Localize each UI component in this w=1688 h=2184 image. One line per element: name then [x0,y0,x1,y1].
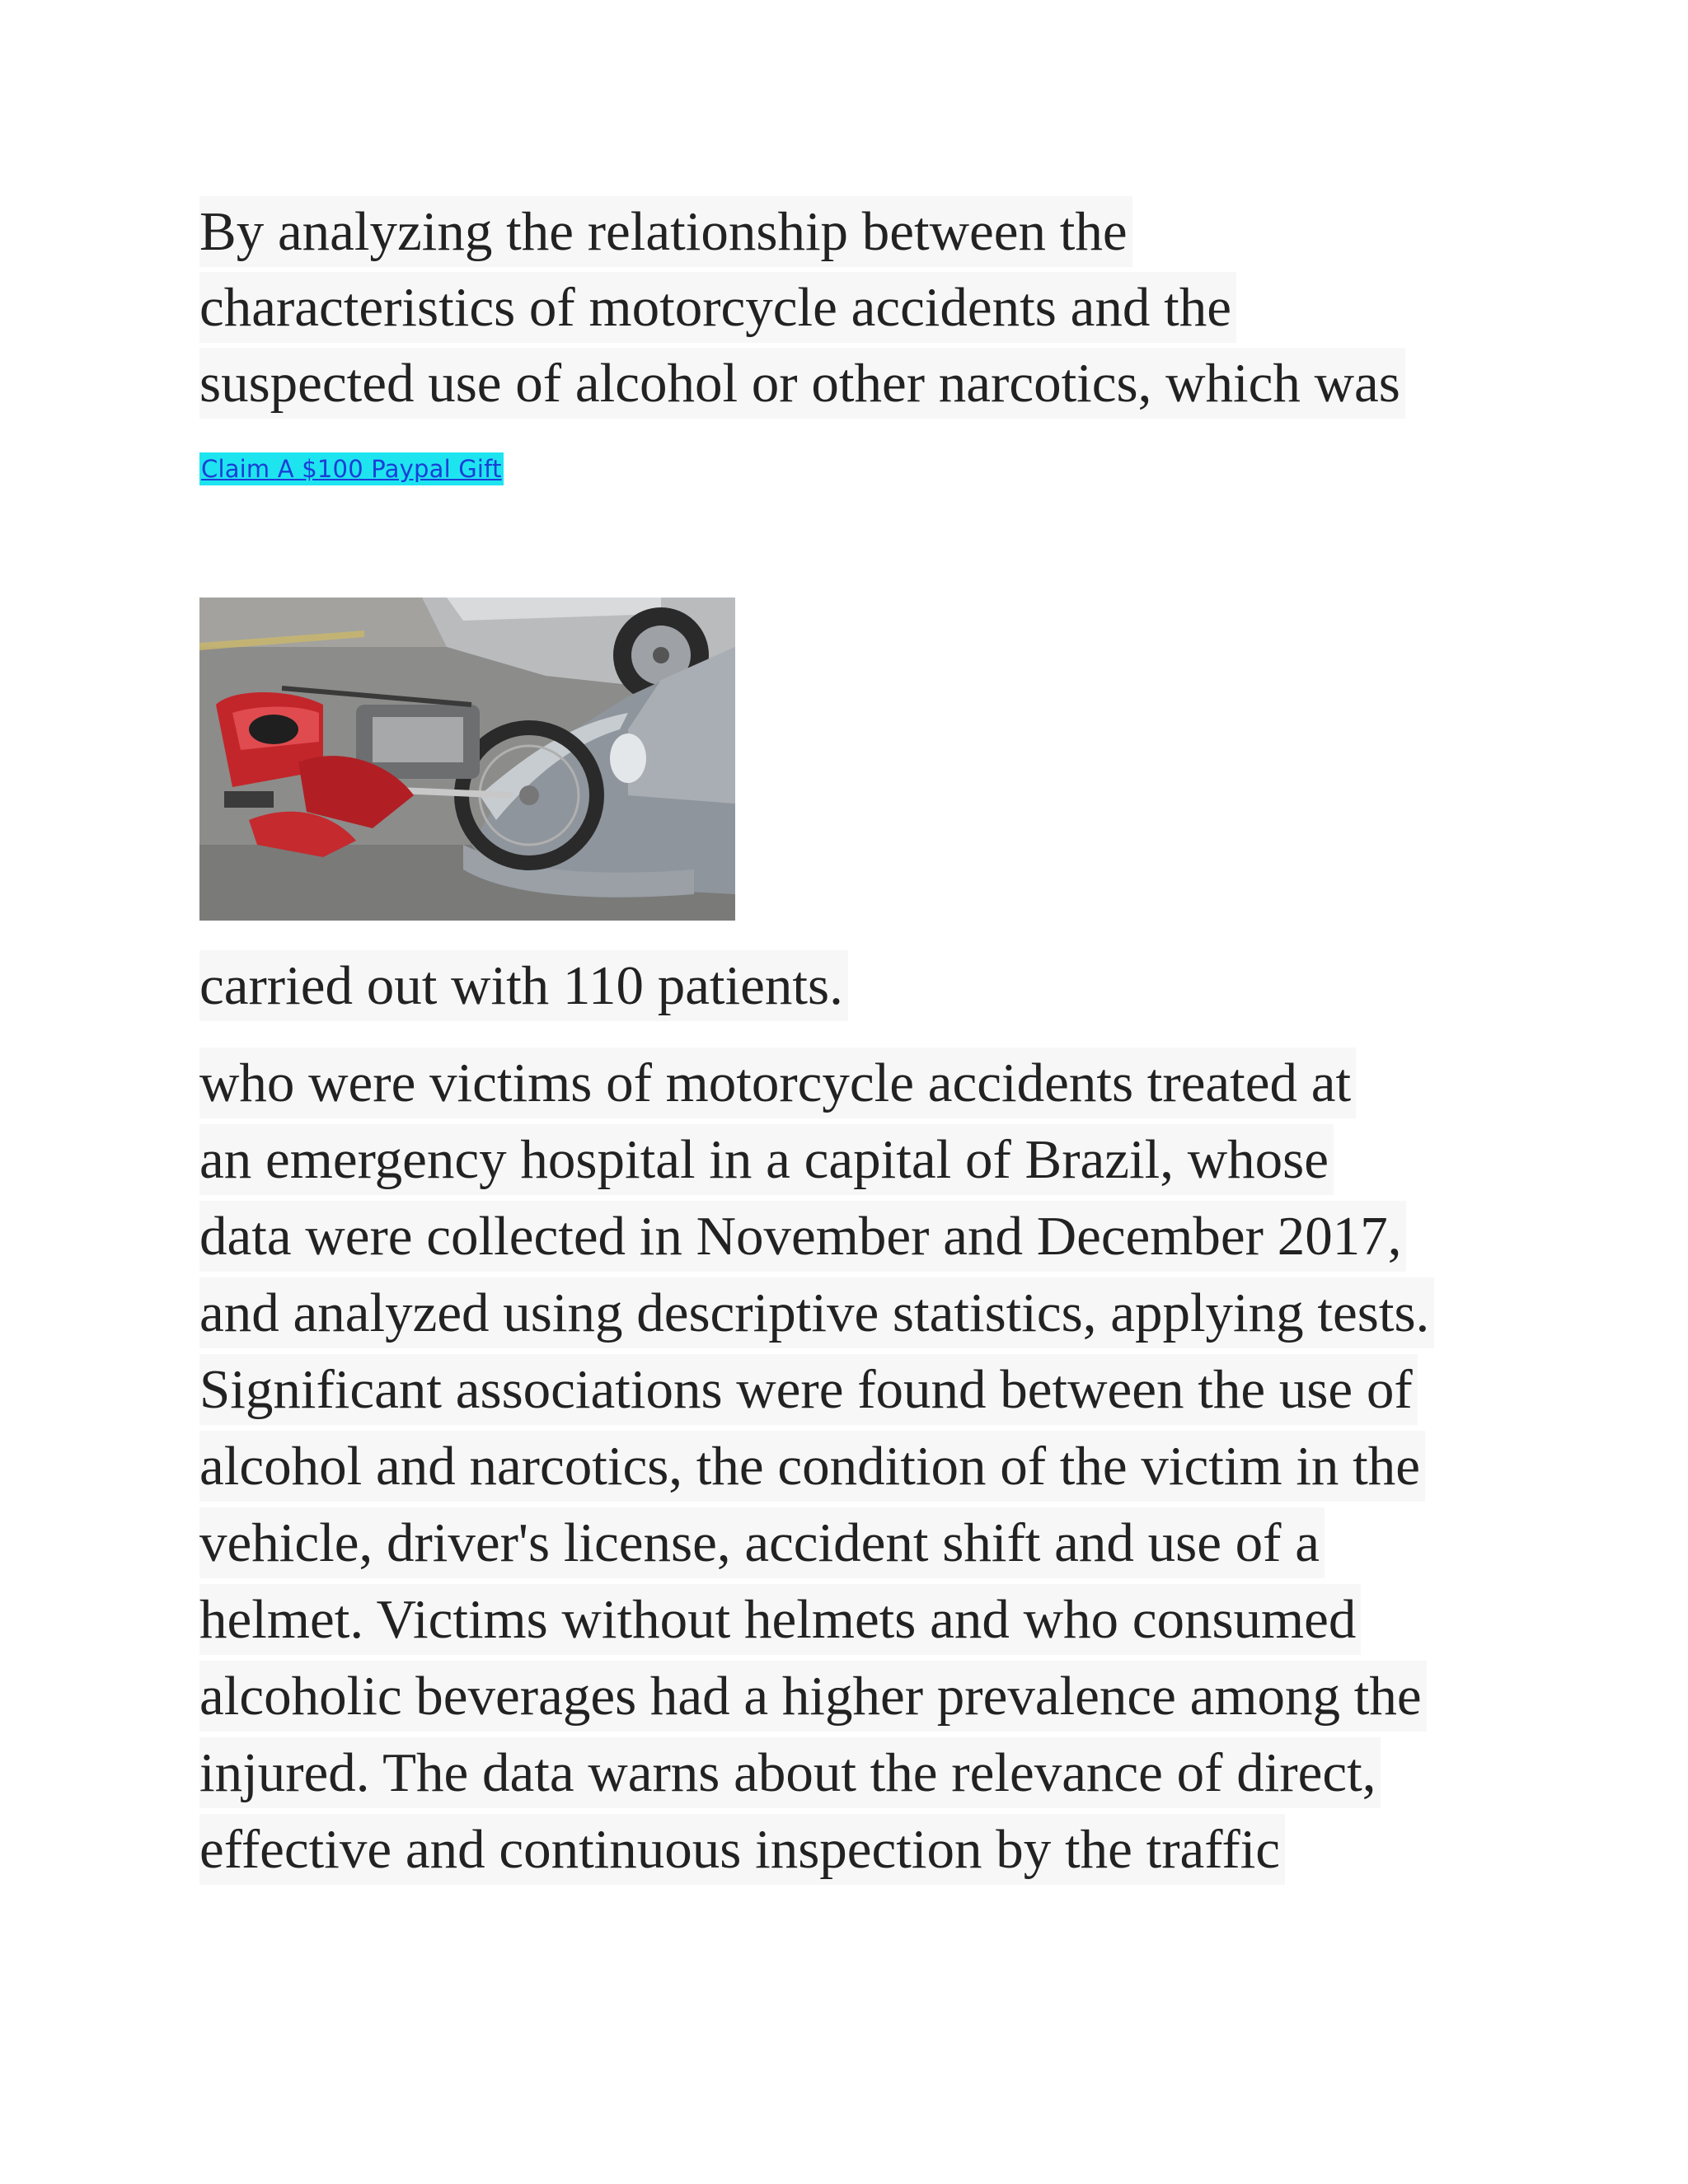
paragraph-3-line-5: Significant associations were found between the use of [199,1354,1418,1425]
paragraph-3-line-11: effective and continuous inspection by the traffic [199,1814,1285,1885]
paragraph-1-line-3: suspected use of alcohol or other narcotics, which was [199,348,1405,419]
motorcycle-accident-photo [199,598,735,921]
paragraph-1-line-2: characteristics of motorcycle accidents and the [199,272,1236,343]
paragraph-3-line-6: alcohol and narcotics, the condition of the victim in the [199,1431,1425,1502]
paragraph-3-line-7: vehicle, driver's license, accident shift and use of a [199,1507,1325,1578]
paragraph-3-line-1: who were victims of motorcycle accidents treated at [199,1047,1356,1118]
paragraph-3-line-10: injured. The data warns about the relevance of direct, [199,1737,1381,1808]
paragraph-2-line-1: carried out with 110 patients. [199,950,848,1021]
paragraph-3-line-2: an emergency hospital in a capital of Brazil, whose [199,1124,1334,1195]
paragraph-1-line-1: By analyzing the relationship between the [199,196,1132,267]
paypal-gift-link[interactable]: Claim A $100 Paypal Gift [199,452,504,485]
paragraph-3-line-3: data were collected in November and December 2017, [199,1201,1406,1272]
paragraph-3-line-9: alcoholic beverages had a higher prevalence among the [199,1661,1427,1732]
paragraph-3-line-8: helmet. Victims without helmets and who consumed [199,1584,1361,1655]
paragraph-3-line-4: and analyzed using descriptive statistics, applying tests. [199,1277,1434,1348]
